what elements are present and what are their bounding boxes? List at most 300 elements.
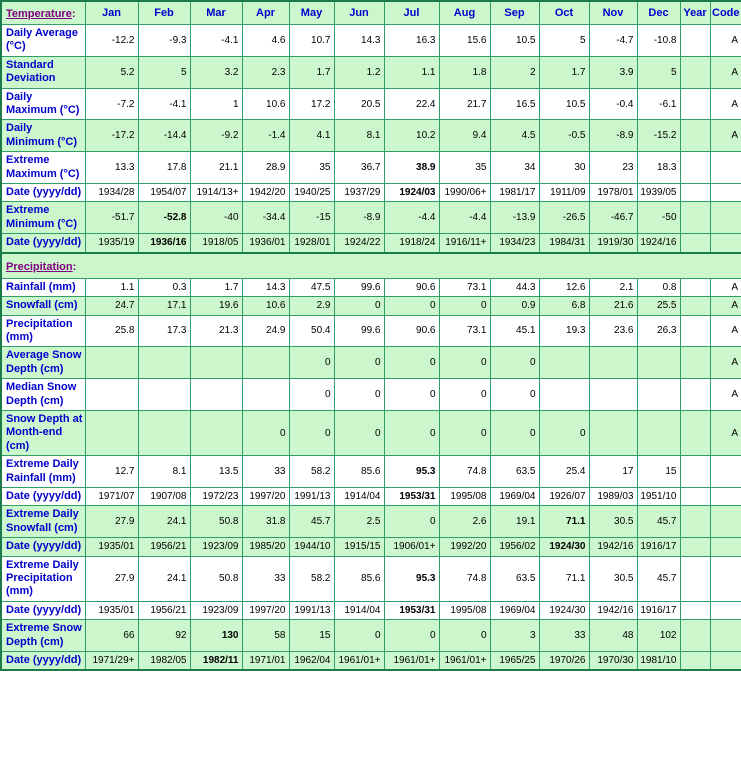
row-label: Extreme Daily Rainfall (mm) [1,456,85,488]
data-cell: 4.5 [490,120,539,152]
data-cell: 1.1 [384,56,439,88]
data-cell [539,379,589,411]
data-cell: 27.9 [85,506,138,538]
data-cell: 0 [384,297,439,315]
data-cell: 90.6 [384,278,439,296]
row-label: Median Snow Depth (cm) [1,379,85,411]
data-cell: -15 [289,202,334,234]
month-header-oct: Oct [539,1,589,25]
data-cell: 0 [384,620,439,652]
data-cell: 1981/17 [490,184,539,202]
data-cell: -7.2 [85,88,138,120]
data-cell: 74.8 [439,556,490,601]
data-cell: 1953/31 [384,487,439,505]
data-cell: 1936/01 [242,234,289,253]
data-cell: 90.6 [384,315,439,347]
code-cell [710,506,741,538]
data-cell: 1953/31 [384,601,439,619]
data-cell: 30 [539,152,589,184]
data-cell: 1.2 [334,56,384,88]
year-cell [680,538,710,556]
data-cell: 95.3 [384,456,439,488]
data-cell: 6.8 [539,297,589,315]
data-cell: 1935/19 [85,234,138,253]
row-label: Precipitation (mm) [1,315,85,347]
year-cell [680,652,710,671]
data-cell: 33 [242,556,289,601]
data-cell: -4.7 [589,25,637,57]
row-label: Average Snow Depth (cm) [1,347,85,379]
data-cell: 12.7 [85,456,138,488]
code-cell [710,487,741,505]
data-cell: -26.5 [539,202,589,234]
data-cell: 10.6 [242,88,289,120]
month-header-aug: Aug [439,1,490,25]
data-cell: 0 [539,410,589,455]
data-cell: -15.2 [637,120,680,152]
data-cell: 13.3 [85,152,138,184]
data-cell: 1965/25 [490,652,539,671]
data-cell: 2.1 [589,278,637,296]
data-cell: 1981/10 [637,652,680,671]
row-label: Rainfall (mm) [1,278,85,296]
data-cell: 1923/09 [190,538,242,556]
row-label: Extreme Maximum (°C) [1,152,85,184]
data-cell: 35 [439,152,490,184]
data-cell: 36.7 [334,152,384,184]
data-cell: 1911/09 [539,184,589,202]
data-cell: 1951/10 [637,487,680,505]
data-cell [637,347,680,379]
data-cell: 130 [190,620,242,652]
data-cell: 71.1 [539,506,589,538]
data-cell: 1997/20 [242,601,289,619]
data-cell: 1916/11+ [439,234,490,253]
data-cell: 0 [384,410,439,455]
data-cell: 1.1 [85,278,138,296]
data-cell: 1918/05 [190,234,242,253]
data-cell: -50 [637,202,680,234]
data-cell: 0 [334,620,384,652]
year-cell [680,410,710,455]
year-header: Year [680,1,710,25]
data-cell: 1942/16 [589,601,637,619]
data-cell [138,410,190,455]
data-cell: 15.6 [439,25,490,57]
row-label: Date (yyyy/dd) [1,234,85,253]
data-cell: 1961/01+ [334,652,384,671]
data-cell: 73.1 [439,315,490,347]
code-cell [710,601,741,619]
year-cell [680,556,710,601]
month-header-nov: Nov [589,1,637,25]
data-cell: -52.8 [138,202,190,234]
data-cell: 1970/30 [589,652,637,671]
table-row [1,184,741,202]
data-cell: 10.5 [490,25,539,57]
data-cell: 0 [334,379,384,411]
code-cell: A [710,56,741,88]
data-cell: 10.2 [384,120,439,152]
data-cell: 1956/02 [490,538,539,556]
data-cell: 0 [334,347,384,379]
data-cell [190,410,242,455]
code-cell: A [710,88,741,120]
section-label-precipitation [1,253,741,279]
data-cell: 17 [589,456,637,488]
data-cell: -9.3 [138,25,190,57]
data-cell: 35 [289,152,334,184]
data-cell: 4.1 [289,120,334,152]
data-cell: 1971/07 [85,487,138,505]
data-cell: 1914/04 [334,487,384,505]
data-cell: 45.1 [490,315,539,347]
data-cell: 12.6 [539,278,589,296]
month-header-jun: Jun [334,1,384,25]
data-cell: 24.9 [242,315,289,347]
code-cell: A [710,278,741,296]
data-cell: 15 [289,620,334,652]
data-cell: 19.6 [190,297,242,315]
year-cell [680,315,710,347]
year-cell [680,184,710,202]
section-row-precipitation [1,253,741,279]
row-label: Date (yyyy/dd) [1,652,85,671]
data-cell: 58.2 [289,556,334,601]
data-cell: 1982/11 [190,652,242,671]
data-cell: 44.3 [490,278,539,296]
row-label: Daily Minimum (°C) [1,120,85,152]
data-cell: 25.8 [85,315,138,347]
code-cell [710,620,741,652]
row-label: Extreme Daily Snowfall (cm) [1,506,85,538]
section-label-temperature [1,1,85,25]
table-row [1,601,741,619]
month-header-mar: Mar [190,1,242,25]
code-cell: A [710,120,741,152]
data-cell: 45.7 [289,506,334,538]
row-label: Date (yyyy/dd) [1,487,85,505]
data-cell: 30.5 [589,556,637,601]
month-header-jul: Jul [384,1,439,25]
data-cell [138,379,190,411]
data-cell: 28.9 [242,152,289,184]
data-cell: 1926/07 [539,487,589,505]
data-cell: 50.8 [190,556,242,601]
data-cell: 0 [490,347,539,379]
data-cell: 0 [334,297,384,315]
data-cell: 0 [490,379,539,411]
data-cell: 73.1 [439,278,490,296]
data-cell: 2 [490,56,539,88]
data-cell: 1919/30 [589,234,637,253]
row-label: Standard Deviation [1,56,85,88]
data-cell: 23 [589,152,637,184]
year-cell [680,88,710,120]
data-cell: 21.7 [439,88,490,120]
data-cell: 1956/21 [138,601,190,619]
data-cell: 21.1 [190,152,242,184]
code-cell: A [710,379,741,411]
row-label: Date (yyyy/dd) [1,601,85,619]
data-cell: 10.5 [539,88,589,120]
data-cell: 71.1 [539,556,589,601]
row-label: Date (yyyy/dd) [1,538,85,556]
data-cell: 1.8 [439,56,490,88]
data-cell: -4.1 [138,88,190,120]
section-label-suffix: : [72,260,77,273]
year-cell [680,347,710,379]
data-cell: 1954/07 [138,184,190,202]
table-row [1,315,741,347]
data-cell: 17.3 [138,315,190,347]
data-cell: 1991/13 [289,601,334,619]
table-row [1,379,741,411]
data-cell: -17.2 [85,120,138,152]
data-cell: -6.1 [637,88,680,120]
data-cell: 23.6 [589,315,637,347]
data-cell: 5 [138,56,190,88]
data-cell: 45.7 [637,556,680,601]
data-cell: 1914/13+ [190,184,242,202]
data-cell [589,347,637,379]
data-cell: -4.4 [439,202,490,234]
data-cell: -34.4 [242,202,289,234]
row-label: Snowfall (cm) [1,297,85,315]
table-row [1,56,741,88]
data-cell: 63.5 [490,456,539,488]
data-cell: 1935/01 [85,601,138,619]
data-cell: 1.7 [289,56,334,88]
data-cell: -0.4 [589,88,637,120]
code-cell: A [710,347,741,379]
data-cell: 1995/08 [439,601,490,619]
data-cell: 0.3 [138,278,190,296]
row-label: Extreme Daily Precipitation (mm) [1,556,85,601]
data-cell: 0 [439,410,490,455]
data-cell: 16.3 [384,25,439,57]
data-cell: 1942/16 [589,538,637,556]
section-link-temperature[interactable]: Temperature [6,8,72,20]
row-label: Daily Average (°C) [1,25,85,57]
row-label: Daily Maximum (°C) [1,88,85,120]
data-cell: 1914/04 [334,601,384,619]
data-cell: 1924/30 [539,601,589,619]
data-cell: 102 [637,620,680,652]
year-cell [680,487,710,505]
data-cell [589,379,637,411]
data-cell: 1915/15 [334,538,384,556]
data-cell: 1934/23 [490,234,539,253]
data-cell: 50.8 [190,506,242,538]
table-row [1,556,741,601]
year-cell [680,120,710,152]
table-row [1,347,741,379]
code-cell: A [710,410,741,455]
data-cell: 1962/04 [289,652,334,671]
data-cell [190,379,242,411]
data-cell: 1937/29 [334,184,384,202]
table-row [1,506,741,538]
data-cell: 24.1 [138,556,190,601]
data-cell: 58 [242,620,289,652]
table-row [1,234,741,253]
data-cell: 1961/01+ [384,652,439,671]
data-cell: 47.5 [289,278,334,296]
data-cell [85,410,138,455]
code-cell [710,184,741,202]
data-cell: 0 [334,410,384,455]
year-cell [680,379,710,411]
data-cell: 92 [138,620,190,652]
data-cell: 63.5 [490,556,539,601]
data-cell: -4.4 [384,202,439,234]
data-cell: 1984/31 [539,234,589,253]
year-cell [680,506,710,538]
data-cell: 19.3 [539,315,589,347]
data-cell: 1982/05 [138,652,190,671]
data-cell: 1956/21 [138,538,190,556]
data-cell: 1978/01 [589,184,637,202]
data-cell: 1997/20 [242,487,289,505]
data-cell: -40 [190,202,242,234]
data-cell: 10.6 [242,297,289,315]
data-cell: 24.1 [138,506,190,538]
data-cell: 25.5 [637,297,680,315]
month-header-sep: Sep [490,1,539,25]
year-cell [680,234,710,253]
year-cell [680,202,710,234]
table-body [1,1,741,670]
data-cell: 1989/03 [589,487,637,505]
data-cell: 16.5 [490,88,539,120]
data-cell: 1924/30 [539,538,589,556]
data-cell: 20.5 [334,88,384,120]
data-cell: 0 [439,297,490,315]
data-cell: 1971/29+ [85,652,138,671]
data-cell: -13.9 [490,202,539,234]
code-cell [710,556,741,601]
data-cell: 27.9 [85,556,138,601]
data-cell: 38.9 [384,152,439,184]
data-cell [242,379,289,411]
data-cell: 31.8 [242,506,289,538]
data-cell [190,347,242,379]
data-cell: 1990/06+ [439,184,490,202]
data-cell: -9.2 [190,120,242,152]
data-cell: 1991/13 [289,487,334,505]
data-cell: 99.6 [334,315,384,347]
code-cell: A [710,315,741,347]
code-cell: A [710,25,741,57]
year-cell [680,56,710,88]
data-cell: 1940/25 [289,184,334,202]
data-cell: -10.8 [637,25,680,57]
data-cell: 0 [439,620,490,652]
data-cell: 24.7 [85,297,138,315]
section-link-precipitation[interactable]: Precipitation [6,260,73,273]
table-row [1,297,741,315]
data-cell: -12.2 [85,25,138,57]
table-row [1,202,741,234]
data-cell: 26.3 [637,315,680,347]
data-cell: 1935/01 [85,538,138,556]
data-cell: 21.3 [190,315,242,347]
data-cell: 66 [85,620,138,652]
table-row [1,152,741,184]
code-cell [710,234,741,253]
data-cell: 1985/20 [242,538,289,556]
data-cell: 33 [539,620,589,652]
row-label: Snow Depth at Month-end (cm) [1,410,85,455]
data-cell: 1924/16 [637,234,680,253]
data-cell: 25.4 [539,456,589,488]
data-cell: -51.7 [85,202,138,234]
data-cell: 1924/03 [384,184,439,202]
data-cell: -1.4 [242,120,289,152]
data-cell: 85.6 [334,556,384,601]
data-cell: 2.9 [289,297,334,315]
data-cell: 14.3 [334,25,384,57]
data-cell: 1961/01+ [439,652,490,671]
data-cell: 1969/04 [490,487,539,505]
data-cell: 1939/05 [637,184,680,202]
data-cell: 58.2 [289,456,334,488]
row-label: Extreme Minimum (°C) [1,202,85,234]
data-cell: 17.1 [138,297,190,315]
data-cell: 1916/17 [637,601,680,619]
data-cell: 5 [539,25,589,57]
data-cell: 1969/04 [490,601,539,619]
data-cell: 0 [384,347,439,379]
data-cell: 2.6 [439,506,490,538]
data-cell: 1923/09 [190,601,242,619]
data-cell: 1942/20 [242,184,289,202]
data-cell: 5 [637,56,680,88]
data-cell: 9.4 [439,120,490,152]
data-cell: 2.3 [242,56,289,88]
table-row [1,410,741,455]
year-cell [680,152,710,184]
data-cell: -8.9 [589,120,637,152]
data-cell: 85.6 [334,456,384,488]
year-cell [680,25,710,57]
data-cell: 1936/16 [138,234,190,253]
data-cell: 0 [289,347,334,379]
month-header-apr: Apr [242,1,289,25]
data-cell: 5.2 [85,56,138,88]
data-cell: 0 [490,410,539,455]
data-cell: 50.4 [289,315,334,347]
data-cell: 15 [637,456,680,488]
data-cell: 0 [384,506,439,538]
data-cell: 3.2 [190,56,242,88]
year-cell [680,297,710,315]
year-cell [680,620,710,652]
data-cell: 1971/01 [242,652,289,671]
year-cell [680,278,710,296]
data-cell: 8.1 [138,456,190,488]
data-cell: 1934/28 [85,184,138,202]
data-cell: 0.9 [490,297,539,315]
table-row [1,652,741,671]
data-cell: 33 [242,456,289,488]
data-cell: 19.1 [490,506,539,538]
data-cell [539,347,589,379]
data-cell: 2.5 [334,506,384,538]
data-cell: 74.8 [439,456,490,488]
data-cell: 1916/17 [637,538,680,556]
